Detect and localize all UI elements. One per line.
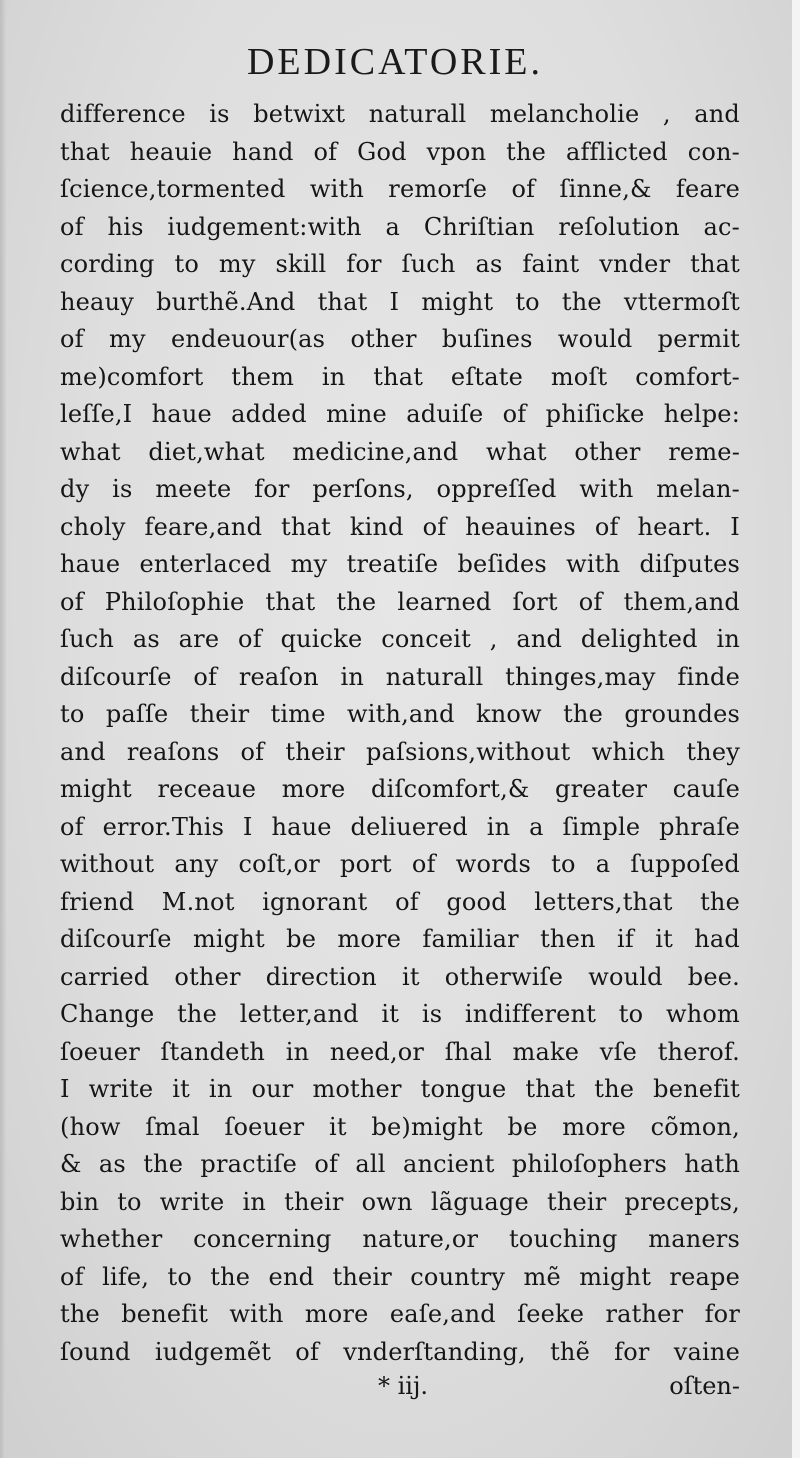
text-line: of my endeuour(as other buſines would permit	[60, 325, 740, 353]
text-line: and reaſons of their paſsions,without which they	[60, 737, 740, 766]
catchword: oſten-	[669, 1372, 740, 1400]
text-line: might receaue more diſcomfort,& greater cauſe	[60, 775, 740, 803]
text-line: heauy burthẽ.And that I might to the vttermoſt	[60, 287, 740, 316]
text-line: to paſſe their time with,and know the groundes	[60, 700, 740, 728]
text-line: I write it in our mother tongue that the benefit	[60, 1075, 740, 1103]
text-line: ſuch as are of quicke conceit , and delighted in	[60, 625, 740, 653]
text-line: & as the practiſe of all ancient philoſophers hath	[60, 1150, 740, 1178]
text-line: diſcourſe might be more familiar then if it had	[60, 925, 740, 953]
text-line: the benefit with more eaſe,and ſeeke rather for	[60, 1300, 740, 1328]
text-line: bin to write in their own lãguage their precepts,	[60, 1187, 740, 1216]
text-line: carried other direction it otherwiſe would bee.	[60, 962, 740, 991]
text-line: choly feare,and that kind of heauines of heart. I	[60, 512, 740, 541]
text-line: ſoeuer ſtandeth in need,or ſhal make vſe therof.	[60, 1037, 740, 1066]
text-line: diſcourſe of reaſon in naturall thinges,may finde	[60, 662, 740, 691]
text-line: without any coſt,or port of words to a ſuppoſed	[60, 850, 740, 878]
text-line: cording to my skill for ſuch as faint vnder that	[60, 250, 740, 278]
body-text	[60, 96, 740, 1371]
text-line: friend M.not ignorant of good letters,that the	[60, 887, 740, 916]
signature-mark: * iij.	[378, 1372, 429, 1400]
text-line: of his iudgement:with a Chriſtian reſolution ac-	[60, 212, 740, 241]
text-line: whether concerning nature,or touching maners	[60, 1225, 740, 1253]
page-gutter-shadow	[0, 0, 6, 1458]
text-line: ſound iudgemẽt of vnderſtanding, thẽ for vaine	[60, 1337, 740, 1366]
text-line: Change the letter,and it is indifferent to whom	[60, 1000, 740, 1028]
text-line: (how ſmal ſoeuer it be)might be more cõmon,	[60, 1112, 740, 1141]
text-line: of life, to the end their country mẽ might reape	[60, 1262, 740, 1291]
text-line: ſcience,tormented with remorſe of ſinne,& feare	[60, 175, 740, 203]
text-line: leſſe,I haue added mine aduiſe of phiſicke helpe:	[60, 400, 740, 428]
text-line: that heauie hand of God vpon the afflicted con-	[60, 137, 740, 166]
text-line: haue enterlaced my treatiſe beſides with diſputes	[60, 550, 740, 578]
page-edge	[792, 0, 800, 1458]
text-line: of Philoſophie that the learned ſort of them,and	[60, 587, 740, 616]
running-title: DEDICATORIE.	[246, 41, 543, 83]
text-line: of error.This I haue deliuered in a ſimple phraſe	[60, 812, 740, 841]
page-footer	[60, 1372, 740, 1412]
text-line: difference is betwixt naturall melancholie , and	[60, 100, 740, 128]
text-line: what diet,what medicine,and what other reme-	[60, 437, 740, 466]
text-line: me)comfort them in that eſtate moſt comfort-	[60, 362, 740, 391]
text-line: dy is meete for perſons, oppreſſed with melan-	[60, 475, 740, 503]
